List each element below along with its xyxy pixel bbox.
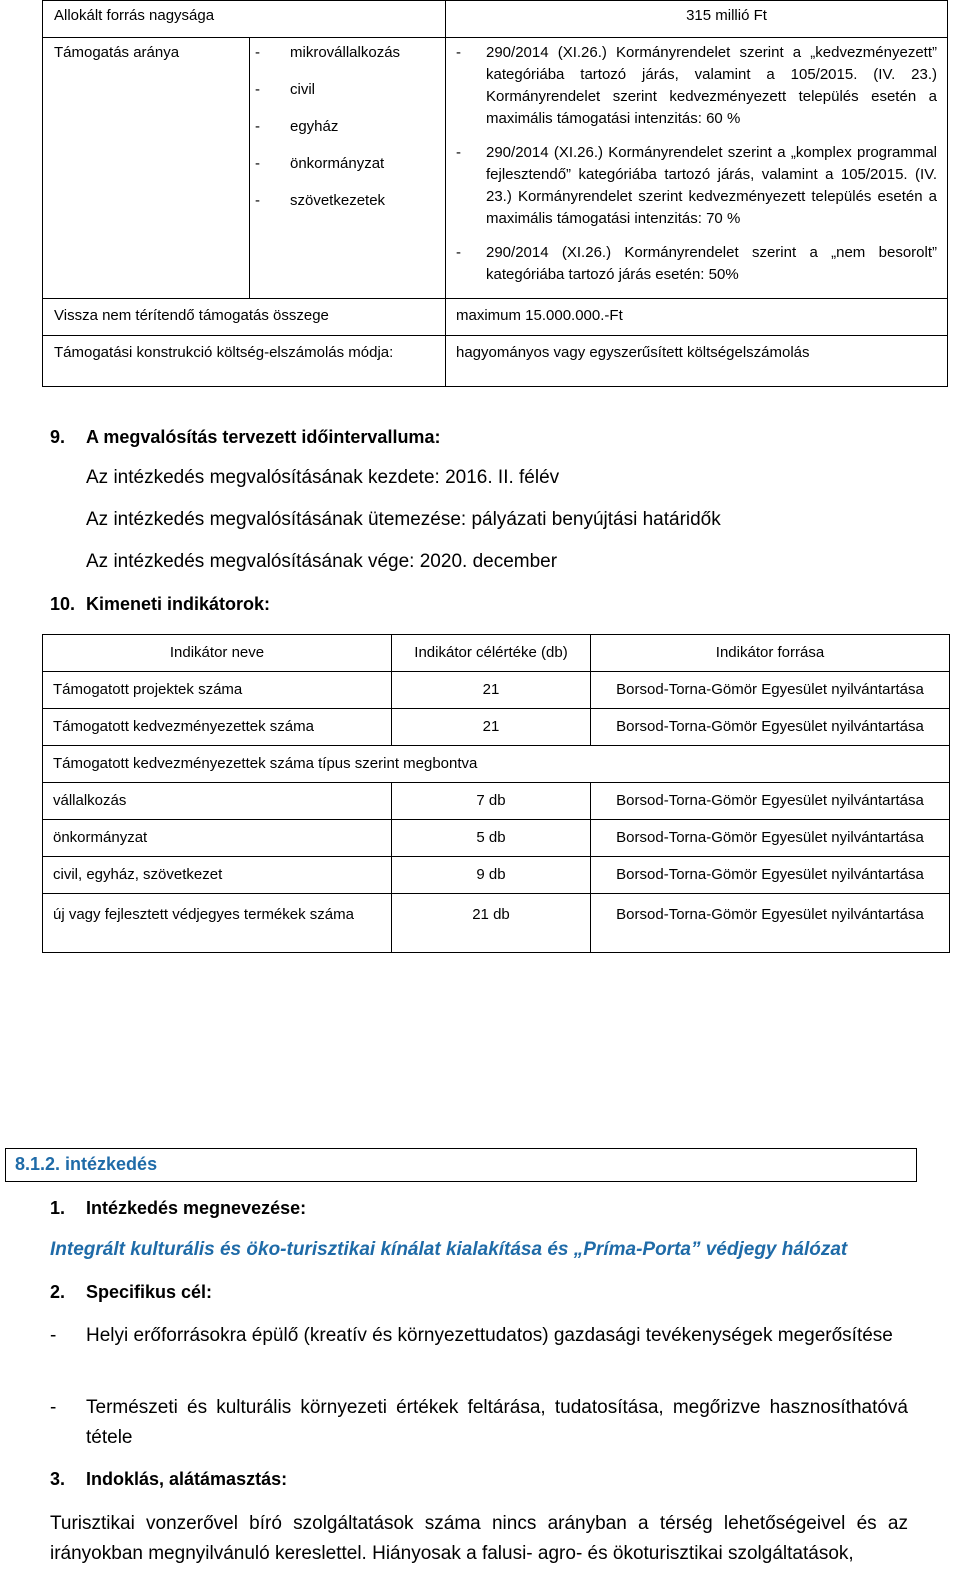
indicator-name: Támogatott kedvezményezettek száma: [43, 709, 392, 746]
table-row: [43, 820, 950, 857]
specific-goal-heading: [50, 1282, 212, 1303]
measure-code: 8.1.2. intézkedés: [15, 1154, 158, 1174]
section-title: Indoklás, alátámasztás:: [86, 1469, 288, 1489]
beneficiary-item: - egyház: [255, 116, 445, 153]
measure-name: Integrált kulturális és öko-turisztikai kínálat kialakítása és „Príma-Porta” védjegy hálózat: [50, 1239, 848, 1260]
measure-heading-box: [5, 1148, 917, 1182]
accounting-method-label: Támogatási konstrukció költség-elszámolás módja:: [43, 336, 446, 387]
start-line: Az intézkedés megvalósításának kezdete: 2016. II. félév: [86, 467, 560, 488]
rate-rule: - 290/2014 (XI.26.) Kormányrendelet szerint a „kedvezményezett” kategóriába tartozó járás, valamint a 105/2015. (IV. 23.) Kormányrendelet szerint kedvezményezett település esetén a maximális támogatási intenzitás: 60 %: [456, 42, 937, 130]
table-row: [43, 857, 950, 894]
grant-amount-label: Vissza nem térítendő támogatás összege: [43, 299, 446, 336]
section-number: 9.: [50, 427, 66, 447]
indicator-value: 9 db: [392, 857, 591, 894]
rate-rule-list: [456, 42, 937, 286]
rate-rules-cell: [446, 38, 948, 299]
header-cell: Indikátor neve: [43, 635, 392, 672]
goal-item: [50, 1393, 908, 1453]
table-row: [43, 672, 950, 709]
table-header-row: [43, 635, 950, 672]
section-number: 10.: [50, 594, 76, 614]
section-number: 3.: [50, 1469, 66, 1489]
indicator-source: Borsod-Torna-Gömör Egyesület nyilvántartása: [591, 857, 950, 894]
indicator-name: civil, egyház, szövetkezet: [43, 857, 392, 894]
accounting-method-row: [43, 336, 948, 387]
section-title: Intézkedés megnevezése:: [86, 1198, 307, 1218]
list-dash: -: [50, 1397, 57, 1418]
beneficiary-item: - önkormányzat: [255, 153, 445, 190]
indicator-source: Borsod-Torna-Gömör Egyesület nyilvántartása: [591, 709, 950, 746]
justification-text: Turisztikai vonzerővel bíró szolgáltatások száma nincs arányban a térség lehetőségeivel és az irányokban megnyilvánuló kereslettel. Hiányosak a falusi- agro- és ökoturisztikai szolgáltatások,: [50, 1513, 908, 1564]
table-row: [43, 894, 950, 953]
grant-amount-row: [43, 299, 948, 336]
goal-text: Helyi erőforrásokra épülő (kreatív és környezettudatos) gazdasági tevékenységek megerősítése: [86, 1325, 893, 1346]
indicator-source: Borsod-Torna-Gömör Egyesület nyilvántartása: [591, 783, 950, 820]
rate-rule: - 290/2014 (XI.26.) Kormányrendelet szerint a „komplex programmal fejlesztendő” kategóriába tartozó járás, valamint a 105/2015. (IV. 23.) Kormányrendelet szerint kedvezményezett település esetén a maximális támogatási intenzitás: 70 %: [456, 142, 937, 230]
indicator-name: önkormányzat: [43, 820, 392, 857]
table-row: [43, 746, 950, 783]
beneficiary-cell: [250, 38, 446, 299]
beneficiary-item: - mikrovállalkozás: [255, 42, 445, 79]
support-rate-row: [43, 38, 948, 299]
support-rate-label: Támogatás aránya: [43, 38, 250, 299]
grant-amount-value: maximum 15.000.000.-Ft: [446, 299, 948, 336]
indicator-source: Borsod-Torna-Gömör Egyesület nyilvántartása: [591, 672, 950, 709]
beneficiary-list: [255, 42, 445, 227]
measure-name-heading: [50, 1198, 306, 1219]
accounting-method-value: hagyományos vagy egyszerűsített költségelszámolás: [446, 336, 948, 387]
section-title: Specifikus cél:: [86, 1282, 213, 1302]
section-9-heading: [50, 427, 440, 448]
support-table: [42, 0, 948, 387]
schedule-line: Az intézkedés megvalósításának ütemezése: pályázati benyújtási határidők: [86, 509, 721, 530]
goal-item: [50, 1321, 908, 1351]
indicator-source: Borsod-Torna-Gömör Egyesület nyilvántartása: [591, 820, 950, 857]
indicator-name: Támogatott kedvezményezettek száma típus szerint megbontva: [43, 746, 950, 783]
section-number: 1.: [50, 1198, 66, 1218]
indicator-source: Borsod-Torna-Gömör Egyesület nyilvántartása: [591, 894, 950, 953]
allocated-source-label: Allokált forrás nagysága: [43, 1, 446, 38]
beneficiary-item: - szövetkezetek: [255, 190, 445, 227]
beneficiary-item: - civil: [255, 79, 445, 116]
list-dash: -: [50, 1325, 57, 1346]
indicator-name: új vagy fejlesztett védjegyes termékek száma: [43, 894, 392, 953]
table-row: [43, 709, 950, 746]
allocated-source-value: 315 millió Ft: [446, 1, 948, 38]
section-number: 2.: [50, 1282, 66, 1302]
section-10-heading: [50, 594, 270, 615]
end-line: Az intézkedés megvalósításának vége: 2020. december: [86, 551, 558, 572]
indicator-value: 5 db: [392, 820, 591, 857]
indicator-value: 21 db: [392, 894, 591, 953]
section-title: A megvalósítás tervezett időintervalluma:: [86, 427, 441, 447]
indicator-value: 21: [392, 709, 591, 746]
indicator-value: 21: [392, 672, 591, 709]
indicator-name: vállalkozás: [43, 783, 392, 820]
header-cell: Indikátor célértéke (db): [392, 635, 591, 672]
allocated-source-row: [43, 1, 948, 38]
indicator-value: 7 db: [392, 783, 591, 820]
header-cell: Indikátor forrása: [591, 635, 950, 672]
rate-rule: - 290/2014 (XI.26.) Kormányrendelet szerint a „nem besorolt” kategóriába tartozó járás esetén: 50%: [456, 242, 937, 286]
table-row: [43, 783, 950, 820]
goal-text: Természeti és kulturális környezeti értékek feltárása, tudatosítása, megőrizve hasznosíthatóvá tétele: [86, 1397, 908, 1448]
section-title: Kimeneti indikátorok:: [86, 594, 271, 614]
indicator-name: Támogatott projektek száma: [43, 672, 392, 709]
indicator-table: [42, 634, 950, 953]
justification-heading: [50, 1469, 287, 1490]
